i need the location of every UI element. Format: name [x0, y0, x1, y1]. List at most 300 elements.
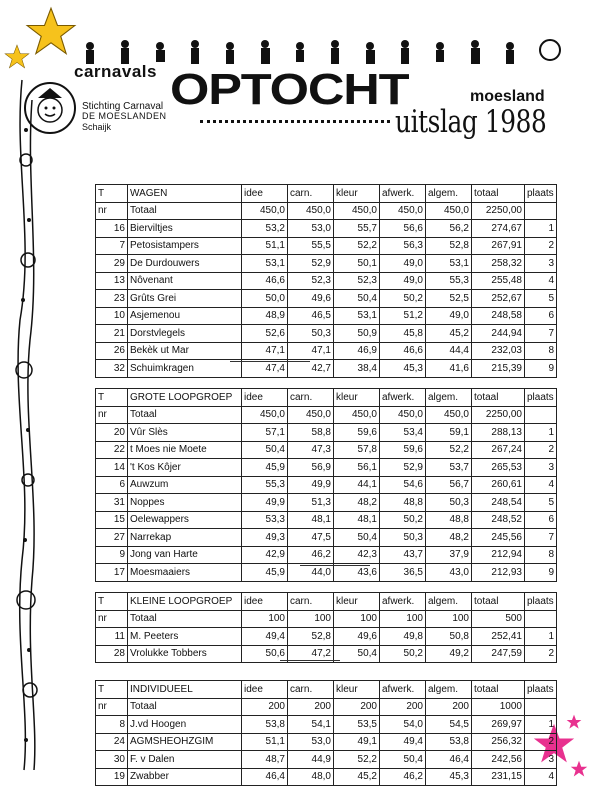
table-cell: Noppes	[128, 494, 242, 512]
table-cell: 47,1	[242, 342, 288, 360]
table-cell: 29	[96, 255, 128, 273]
optocht-title: OPTOCHT	[170, 65, 409, 114]
table-cell: 7	[525, 529, 557, 547]
table-cell: T	[96, 681, 128, 699]
table-cell: 45,2	[426, 325, 472, 343]
table-cell: 47,2	[288, 645, 334, 663]
table-cell: 8	[96, 716, 128, 734]
table-cell: 52,9	[380, 459, 426, 477]
table-cell: 51,3	[288, 494, 334, 512]
table-cell: M. Peeters	[128, 628, 242, 646]
table-cell: nr	[96, 610, 128, 628]
table-cell: totaal	[472, 185, 525, 203]
table-cell: 57,8	[334, 441, 380, 459]
table-cell: 46,9	[334, 342, 380, 360]
table-cell: 36,5	[380, 564, 426, 582]
left-doodle-border	[4, 40, 74, 780]
table-cell: 48,0	[288, 768, 334, 786]
table-cell: 53,4	[380, 424, 426, 442]
table-cell: 44,9	[288, 751, 334, 769]
table-cell: 1	[525, 220, 557, 238]
table-row	[96, 255, 557, 273]
table-cell: 231,15	[472, 768, 525, 786]
table-cell: carn.	[288, 681, 334, 699]
table-cell: T	[96, 593, 128, 611]
table-cell: 45,2	[334, 768, 380, 786]
table-cell: 49,0	[380, 255, 426, 273]
divider-line	[230, 361, 310, 362]
table-cell: 50,3	[380, 529, 426, 547]
table-cell: AGMSHEOHZGIM	[128, 733, 242, 751]
table-cell: 45,9	[242, 459, 288, 477]
table-cell: 50,2	[380, 645, 426, 663]
table-cell: 50,8	[426, 628, 472, 646]
table-cell: 100	[242, 610, 288, 628]
table-cell: 54,5	[426, 716, 472, 734]
table-cell: 8	[525, 342, 557, 360]
table-cell: 53,1	[242, 255, 288, 273]
table-cell: 54,1	[288, 716, 334, 734]
table-cell: 48,1	[288, 511, 334, 529]
table-cell: 450,0	[380, 202, 426, 220]
table-cell: idee	[242, 389, 288, 407]
table-cell: 49,6	[334, 628, 380, 646]
table-cell: 49,3	[242, 529, 288, 547]
table-cell: 53,8	[242, 716, 288, 734]
table-cell: carn.	[288, 389, 334, 407]
table-cell: 17	[96, 564, 128, 582]
table-cell: Totaal	[128, 406, 242, 424]
table-cell: 450,0	[288, 202, 334, 220]
table-cell: 242,56	[472, 751, 525, 769]
table-cell: 38,4	[334, 360, 380, 378]
table-cell: 3	[525, 459, 557, 477]
table-cell: 42,3	[334, 546, 380, 564]
table-cell: 50,2	[380, 290, 426, 308]
table-cell: 450,0	[426, 202, 472, 220]
table-cell: 51,1	[242, 733, 288, 751]
table-cell: 100	[380, 610, 426, 628]
table-cell: 52,2	[426, 441, 472, 459]
divider-line	[280, 660, 340, 661]
table-cell: 53,1	[334, 307, 380, 325]
table-cell: Vrolukke Tobbers	[128, 645, 242, 663]
table-cell: 244,94	[472, 325, 525, 343]
table-cell: 19	[96, 768, 128, 786]
table-cell: 7	[525, 325, 557, 343]
table-cell: 32	[96, 360, 128, 378]
table-row	[96, 546, 557, 564]
table-cell: algem.	[426, 593, 472, 611]
table-cell: kleur	[334, 185, 380, 203]
table-cell: 46,6	[380, 342, 426, 360]
table-cell: 57,1	[242, 424, 288, 442]
table-cell: 248,58	[472, 307, 525, 325]
table-cell: 252,67	[472, 290, 525, 308]
table-cell: 4	[525, 476, 557, 494]
table-cell: idee	[242, 593, 288, 611]
table-cell: 48,2	[426, 529, 472, 547]
table-cell: De Durdouwers	[128, 255, 242, 273]
table-cell: 50,6	[242, 645, 288, 663]
table-cell: Totaal	[128, 202, 242, 220]
results-table-wagen	[95, 184, 557, 378]
table-cell: 23	[96, 290, 128, 308]
table-cell: algem.	[426, 185, 472, 203]
table-cell: Oelewappers	[128, 511, 242, 529]
table-cell: 31	[96, 494, 128, 512]
table-cell: 248,54	[472, 494, 525, 512]
tiny-pink-star-icon	[570, 760, 588, 778]
table-cell: 49,4	[242, 628, 288, 646]
table-cell: 56,2	[426, 220, 472, 238]
table-row	[96, 628, 557, 646]
table-cell: 52,9	[288, 255, 334, 273]
table-cell: 4	[525, 272, 557, 290]
table-cell: 256,32	[472, 733, 525, 751]
table-cell: 21	[96, 325, 128, 343]
table-cell: 48,8	[380, 494, 426, 512]
table-cell: KLEINE LOOPGROEP	[128, 593, 242, 611]
table-cell: 49,0	[426, 307, 472, 325]
table-cell: 258,32	[472, 255, 525, 273]
table-cell: totaal	[472, 681, 525, 699]
table-cell: 50,1	[334, 255, 380, 273]
divider-line	[300, 565, 370, 566]
table-cell: 54,0	[380, 716, 426, 734]
table-row	[96, 529, 557, 547]
table-cell: 52,3	[288, 272, 334, 290]
table-cell: 50,4	[380, 751, 426, 769]
table-cell: 49,8	[380, 628, 426, 646]
table-cell	[525, 202, 557, 220]
table-cell: GROTE LOOPGROEP	[128, 389, 242, 407]
table-cell: 450,0	[426, 406, 472, 424]
table-cell: 28	[96, 645, 128, 663]
table-cell: kleur	[334, 681, 380, 699]
table-cell: 52,2	[334, 751, 380, 769]
table-cell: T	[96, 389, 128, 407]
table-cell: 267,91	[472, 237, 525, 255]
table-cell: 41,6	[426, 360, 472, 378]
table-cell: 54,6	[380, 476, 426, 494]
table-cell: 9	[525, 360, 557, 378]
table-cell: 15	[96, 511, 128, 529]
table-cell: 200	[288, 698, 334, 716]
table-cell: F. v Dalen	[128, 751, 242, 769]
table-cell: 27	[96, 529, 128, 547]
table-cell: plaats	[525, 389, 557, 407]
table-cell: 13	[96, 272, 128, 290]
table-cell: INDIVIDUEEL	[128, 681, 242, 699]
table-cell: 212,93	[472, 564, 525, 582]
table-cell: 50,4	[334, 645, 380, 663]
table-cell: 6	[96, 476, 128, 494]
table-cell	[525, 406, 557, 424]
table-cell: 48,1	[334, 511, 380, 529]
table-cell: Bierviltjes	[128, 220, 242, 238]
table-cell: 45,3	[426, 768, 472, 786]
table-cell: 255,48	[472, 272, 525, 290]
table-cell: 58,8	[288, 424, 334, 442]
location-name: Schaijk	[82, 122, 112, 132]
table-cell: 55,3	[242, 476, 288, 494]
table-cell: 50,0	[242, 290, 288, 308]
table-cell: 56,1	[334, 459, 380, 477]
table-cell: 30	[96, 751, 128, 769]
table-cell: 2250,00	[472, 202, 525, 220]
table-cell: 9	[96, 546, 128, 564]
table-cell: 100	[426, 610, 472, 628]
table-cell: 49,9	[288, 476, 334, 494]
table-cell: 212,94	[472, 546, 525, 564]
table-cell: 450,0	[380, 406, 426, 424]
table-cell: 56,3	[380, 237, 426, 255]
table-row	[96, 307, 557, 325]
table-cell: 248,52	[472, 511, 525, 529]
table-cell: idee	[242, 681, 288, 699]
table-cell: Nôvenant	[128, 272, 242, 290]
table-cell: 6	[525, 511, 557, 529]
table-cell: Moesmaaiers	[128, 564, 242, 582]
table-cell: 47,4	[242, 360, 288, 378]
table-cell: 55,7	[334, 220, 380, 238]
table-cell: 6	[525, 307, 557, 325]
table-cell: algem.	[426, 681, 472, 699]
table-cell: WAGEN	[128, 185, 242, 203]
table-cell: 37,9	[426, 546, 472, 564]
table-cell: kleur	[334, 389, 380, 407]
table-row	[96, 751, 557, 769]
table-cell: 3	[525, 255, 557, 273]
table-row	[96, 325, 557, 343]
table-cell: 2250,00	[472, 406, 525, 424]
table-cell: 52,6	[242, 325, 288, 343]
table-cell: 50,3	[426, 494, 472, 512]
table-cell: 48,9	[242, 307, 288, 325]
carnavals-wordmark: carnavals	[74, 62, 157, 81]
table-cell: 450,0	[242, 406, 288, 424]
organisation-subname: DE MOESLANDEN	[82, 111, 167, 121]
table-cell: T	[96, 185, 128, 203]
table-cell: 56,7	[426, 476, 472, 494]
table-cell: 47,1	[288, 342, 334, 360]
table-cell: 260,61	[472, 476, 525, 494]
table-row	[96, 511, 557, 529]
table-cell: 46,6	[242, 272, 288, 290]
table-cell: 500	[472, 610, 525, 628]
table-cell: 59,6	[380, 441, 426, 459]
table-cell: 3	[525, 751, 557, 769]
table-cell: 52,8	[288, 628, 334, 646]
table-cell: 49,6	[288, 290, 334, 308]
table-cell: Jong van Harte	[128, 546, 242, 564]
table-cell: 200	[380, 698, 426, 716]
table-cell: 49,4	[380, 733, 426, 751]
table-cell: 51,1	[242, 237, 288, 255]
table-cell: afwerk.	[380, 681, 426, 699]
table-cell: 200	[426, 698, 472, 716]
table-cell: 43,6	[334, 564, 380, 582]
table-cell: 16	[96, 220, 128, 238]
table-cell: 1	[525, 424, 557, 442]
table-row	[96, 564, 557, 582]
table-cell: 450,0	[242, 202, 288, 220]
table-header-row	[96, 389, 557, 407]
table-cell: 48,7	[242, 751, 288, 769]
table-cell	[525, 610, 557, 628]
table-cell: t Moes nie Moete	[128, 441, 242, 459]
document-header	[0, 0, 595, 150]
table-cell: 50,3	[288, 325, 334, 343]
table-cell: 48,8	[426, 511, 472, 529]
table-cell: 51,2	[380, 307, 426, 325]
table-cell: 46,4	[242, 768, 288, 786]
table-cell: 46,2	[288, 546, 334, 564]
organisation-name: Stichting Carnaval	[82, 101, 164, 112]
table-cell: 43,0	[426, 564, 472, 582]
table-cell: 2	[525, 645, 557, 663]
table-cell: 5	[525, 494, 557, 512]
table-cell: 232,03	[472, 342, 525, 360]
table-cell: Dorstvlegels	[128, 325, 242, 343]
table-cell: 46,5	[288, 307, 334, 325]
table-cell: 450,0	[288, 406, 334, 424]
small-pink-star-icon	[566, 714, 582, 730]
table-cell: Zwabber	[128, 768, 242, 786]
table-cell: 2	[525, 733, 557, 751]
table-cell: 247,59	[472, 645, 525, 663]
table-cell: 24	[96, 733, 128, 751]
table-cell: afwerk.	[380, 185, 426, 203]
table-cell: 53,3	[242, 511, 288, 529]
table-cell: afwerk.	[380, 389, 426, 407]
table-cell: 43,7	[380, 546, 426, 564]
table-cell: nr	[96, 406, 128, 424]
table-total-row	[96, 698, 557, 716]
table-cell: 52,2	[334, 237, 380, 255]
table-cell: 44,0	[288, 564, 334, 582]
table-cell: Auwzum	[128, 476, 242, 494]
table-cell: 44,4	[426, 342, 472, 360]
table-cell: carn.	[288, 593, 334, 611]
table-cell: 52,8	[426, 237, 472, 255]
table-cell: 47,5	[288, 529, 334, 547]
table-cell: 2	[525, 237, 557, 255]
table-cell: 53,5	[334, 716, 380, 734]
table-cell: kleur	[334, 593, 380, 611]
table-cell: 59,1	[426, 424, 472, 442]
table-row	[96, 733, 557, 751]
table-cell: 53,8	[426, 733, 472, 751]
table-cell: Narrekap	[128, 529, 242, 547]
table-cell: 252,41	[472, 628, 525, 646]
table-cell: 45,8	[380, 325, 426, 343]
table-cell: 1	[525, 716, 557, 734]
table-row	[96, 220, 557, 238]
table-row	[96, 342, 557, 360]
table-cell: 42,7	[288, 360, 334, 378]
table-cell: 450,0	[334, 406, 380, 424]
table-cell: plaats	[525, 681, 557, 699]
table-cell: 450,0	[334, 202, 380, 220]
table-cell: Bekèk ut Mar	[128, 342, 242, 360]
table-cell: Schuimkragen	[128, 360, 242, 378]
uitslag-year-title: uitslag 1988	[395, 104, 547, 140]
table-cell: 26	[96, 342, 128, 360]
table-cell: 4	[525, 768, 557, 786]
table-cell: 245,56	[472, 529, 525, 547]
table-cell: 200	[242, 698, 288, 716]
table-cell: 53,0	[288, 733, 334, 751]
table-cell: 50,4	[334, 529, 380, 547]
table-cell: 50,9	[334, 325, 380, 343]
table-row	[96, 459, 557, 477]
table-cell: 2	[525, 441, 557, 459]
table-cell: Asjemenou	[128, 307, 242, 325]
table-cell: plaats	[525, 185, 557, 203]
table-cell: 50,4	[242, 441, 288, 459]
table-total-row	[96, 610, 557, 628]
table-cell: 11	[96, 628, 128, 646]
table-row	[96, 424, 557, 442]
table-cell: 274,67	[472, 220, 525, 238]
table-cell: 5	[525, 290, 557, 308]
table-cell: afwerk.	[380, 593, 426, 611]
table-cell: 265,53	[472, 459, 525, 477]
results-table-grote-loopgroep	[95, 388, 557, 582]
table-cell: 1	[525, 628, 557, 646]
table-cell: 288,13	[472, 424, 525, 442]
table-cell: 53,1	[426, 255, 472, 273]
table-cell: 49,0	[380, 272, 426, 290]
table-cell: idee	[242, 185, 288, 203]
table-cell: 48,2	[334, 494, 380, 512]
table-cell: 8	[525, 546, 557, 564]
table-cell: 100	[334, 610, 380, 628]
results-table-individueel	[95, 680, 557, 786]
table-cell: 53,0	[288, 220, 334, 238]
table-row	[96, 476, 557, 494]
table-total-row	[96, 406, 557, 424]
table-cell: 56,6	[380, 220, 426, 238]
table-cell: 14	[96, 459, 128, 477]
table-cell: 200	[334, 698, 380, 716]
table-cell: 10	[96, 307, 128, 325]
dotted-divider	[200, 120, 390, 123]
table-row	[96, 272, 557, 290]
table-cell: 53,2	[242, 220, 288, 238]
table-header-row	[96, 681, 557, 699]
table-cell: 9	[525, 564, 557, 582]
table-cell: totaal	[472, 593, 525, 611]
table-cell: 267,24	[472, 441, 525, 459]
table-cell: 215,39	[472, 360, 525, 378]
table-cell: 53,7	[426, 459, 472, 477]
table-cell: 49,9	[242, 494, 288, 512]
table-cell: Grûts Grei	[128, 290, 242, 308]
table-cell: 49,1	[334, 733, 380, 751]
table-cell: plaats	[525, 593, 557, 611]
table-cell: Totaal	[128, 698, 242, 716]
table-row	[96, 237, 557, 255]
table-row	[96, 768, 557, 786]
table-row	[96, 360, 557, 378]
table-cell: 52,5	[426, 290, 472, 308]
table-cell: 't Kos Kôjer	[128, 459, 242, 477]
table-cell: 45,9	[242, 564, 288, 582]
table-cell: nr	[96, 202, 128, 220]
